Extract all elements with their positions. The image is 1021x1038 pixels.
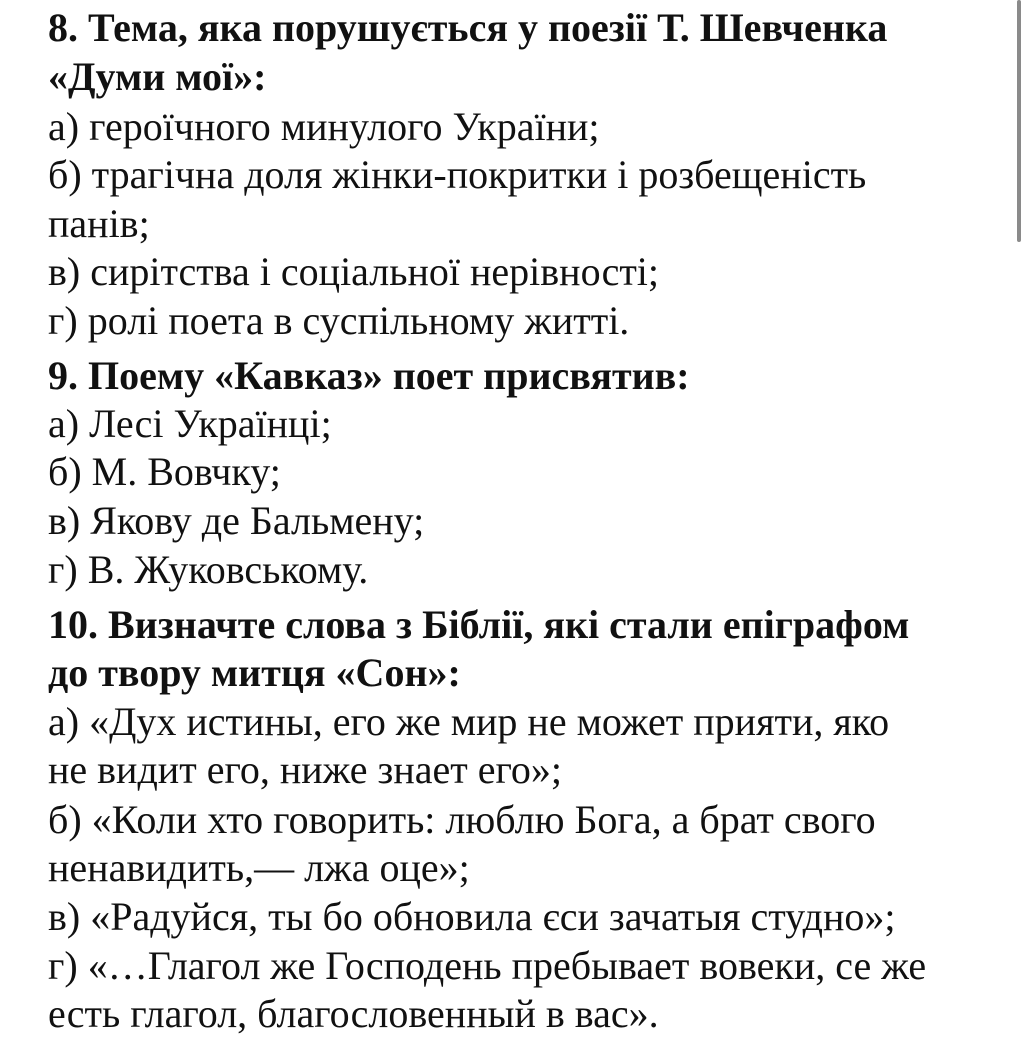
answer-option: в) сирітства і соціальної нерівності;	[48, 249, 660, 294]
answer-option: б) М. Вовчку;	[48, 449, 281, 494]
answer-option: в) «Радуйся, ты бо обновила єси зачатыя студно»;	[48, 894, 896, 939]
question-title: 8. Тема, яка порушується у поезії Т. Шевченка	[48, 5, 888, 50]
answer-option: б) трагічна доля жінки-покритки і розбещеність	[48, 152, 867, 197]
question-title: до твору митця «Сон»:	[48, 650, 461, 695]
question-title: 10. Визначте слова з Біблії, які стали епіграфом	[48, 602, 910, 647]
answer-option: не видит его, ниже знает его»;	[48, 747, 563, 792]
answer-option: г) В. Жуковському.	[48, 547, 369, 592]
answer-option: панів;	[48, 201, 150, 246]
answer-option: а) Лесі Українці;	[48, 401, 332, 446]
answer-option: ненавидить,— лжа оце»;	[48, 845, 470, 890]
answer-option: а) «Дух истины, его же мир не может прияти, яко	[48, 699, 890, 744]
answer-option: а) героїчного минулого України;	[48, 104, 600, 149]
question-title: 9. Поему «Кавказ» поет присвятив:	[48, 353, 690, 398]
answer-option: есть глагол, благословенный в вас».	[48, 991, 659, 1036]
answer-option: в) Якову де Бальмену;	[48, 498, 425, 543]
question-title: «Думи мої»:	[48, 54, 267, 99]
vertical-scrollbar[interactable]	[1017, 0, 1021, 242]
answer-option: г) ролі поета в суспільному житті.	[48, 298, 630, 343]
answer-option: б) «Коли хто говорить: люблю Бога, а брат свого	[48, 797, 876, 842]
answer-option: г) «…Глагол же Господень пребывает вовеки, се же	[48, 943, 927, 988]
